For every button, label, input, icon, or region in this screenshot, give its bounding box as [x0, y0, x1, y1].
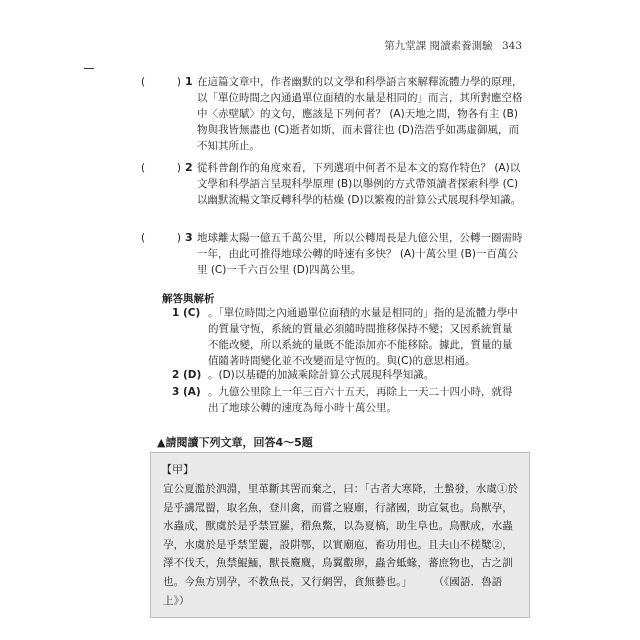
question-text: 從科普創作的角度來看，下列選項中何者不是本文的寫作特色？ (A)以文學和科學語言呈現科學原理 (B)以舉例的方式帶領讀者探索科學 (C)以幽默流暢文筆反轉科學的枯燥 (D)以繁複的計算公式展現科學知識。: [197, 162, 522, 206]
answer-label: 3 (A): [172, 386, 201, 398]
answer-label: 1 (C): [172, 307, 201, 319]
question-3: [141, 230, 527, 278]
answer-label: 2 (D): [172, 369, 202, 381]
answer-text: 。(D)以基礎的加減乘除計算公式展現科學知識。: [208, 369, 435, 381]
answer-text: 。九億公里除上一年三百六十五天，再除上一天二十四小時，就得出了地球公轉的速度為每小時十萬公里。: [208, 386, 513, 414]
answer-item: [172, 384, 522, 416]
answer-blank[interactable]: ( ): [141, 232, 181, 244]
answer-text: 。「單位時間之內通過單位面積的水量是相同的」指的是流體力學中的質量守恆，系統的質量必須隨時間推移保持不變；又因系統質量不能改變，所以系統的量既不能添加亦不能移除。據此，質量的量值隨著時間變化並不改變而是守恆的。與(C)的意思相通。: [208, 307, 518, 367]
passage-tag: 【甲】: [161, 463, 194, 476]
question-2: [141, 160, 527, 208]
reading-passage-box: [150, 452, 530, 618]
question-number: 2: [185, 161, 193, 174]
question-1: [141, 74, 527, 154]
page-header: [384, 38, 522, 53]
question-number: 3: [185, 231, 193, 244]
margin-dash: [84, 68, 94, 69]
answers-heading: 解答與解析: [162, 293, 215, 305]
page-number: 343: [501, 40, 522, 52]
answer-blank[interactable]: ( ): [141, 76, 181, 88]
chapter-title: 第九堂課 閱讀素養測驗: [384, 40, 493, 52]
question-text: 地球離太陽一億五千萬公里，所以公轉周長是九億公里，公轉一圈需時一年，由此可推得地球公轉的時速有多快？ (A)十萬公里 (B)一百萬公里 (C)一千六百公里 (D)四萬公里。: [197, 232, 523, 276]
answer-blank[interactable]: ( ): [141, 162, 181, 174]
question-text: 在這篇文章中，作者幽默的以文學和科學語言來解釋流體力學的原理，以「單位時間之內通過單位面積的水量是相同的」而言，其所對應空格中〈赤壁賦〉的文句，應該是下列何者？ (A)天地之間，物各有主 (B)物與我皆無盡也 (C)逝者如斯，而未嘗往也 (D)浩浩乎如馮虛御風，而不知其所止。: [197, 76, 523, 152]
passage-text: 宣公夏濫於泗淵，里革斷其罟而棄之，曰：「古者大寒降，土蟄發，水虞①於是乎講罛罶，取名魚，登川禽，而嘗之寢廟，行諸國，助宣氣也。鳥獸孕，水蟲成，獸虞於是乎禁罝羅，矠魚鱉，以為夏槁，助生阜也。鳥獸成，水蟲孕，水虞於是乎禁罜䍡，設阱鄂，以實廟庖，畜功用也。且夫山不槎櫱②，澤不伐夭，魚禁鯤鮞，獸長麑麌，鳥翼鷇卵，蟲舍蚳蝝，蕃庶物也，古之訓也。今魚方別孕，不教魚長，又行網罟，貪無藝也。」 （《國語．魯語上》）: [163, 483, 519, 607]
question-number: 1: [185, 75, 193, 88]
reading-instruction: ▲請閱讀下列文章，回答4～5題: [157, 436, 313, 449]
answer-item: [172, 367, 522, 383]
answer-item: [172, 305, 522, 369]
